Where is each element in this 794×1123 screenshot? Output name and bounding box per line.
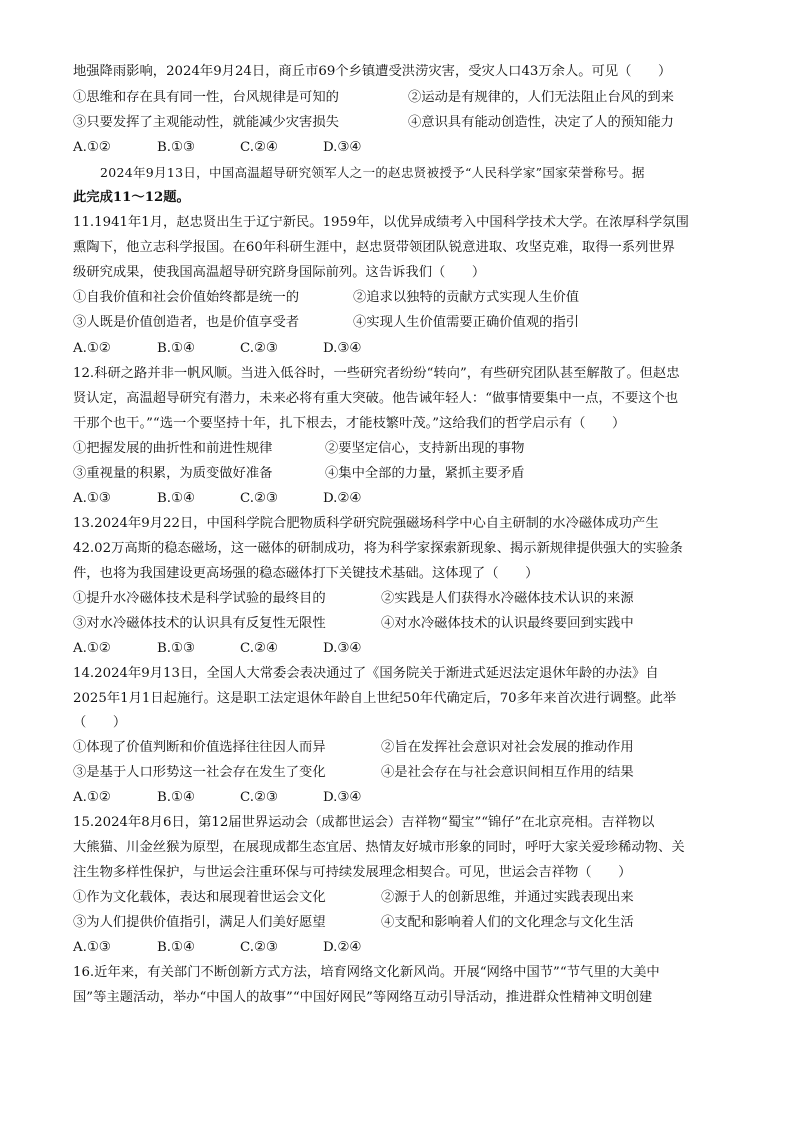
- q11-stem-line1: 11.1941年1月，赵忠贤出生于辽宁新民。1959年，以优异成绩考入中国科学技术大学。在浓厚科学氛围: [73, 215, 689, 230]
- q12-answer-d: D.②④: [323, 491, 362, 506]
- q14-answer-a: A.①②: [73, 790, 111, 805]
- material-intro-line2: 此完成11～12题。: [73, 190, 190, 205]
- q15-stem-line3: 注生物多样性保护，与世运会注重环保与可持续发展理念相契合。可见，世运会吉祥物（ ）: [73, 865, 632, 880]
- q10-option-1: ①思维和存在具有同一性，台风规律是可知的: [73, 90, 339, 105]
- q10-answer-a: A.①②: [73, 140, 111, 155]
- q15-option-3: ③为人们提供价值指引，满足人们美好愿望: [73, 915, 326, 930]
- q14-option-1: ①体现了价值判断和价值选择往往因人而异: [73, 740, 326, 755]
- q14-answer-d: D.③④: [323, 790, 362, 805]
- q13-answer-c: C.②④: [240, 641, 278, 656]
- q11-answer-b: B.①④: [157, 341, 195, 356]
- q15-stem-line2: 大熊猫、川金丝猴为原型，在展现成都生态宜居、热情友好城市形象的同时，呼吁大家关爱珍稀动物、关: [73, 840, 685, 855]
- q13-option-2: ②实践是人们获得水冷磁体技术认识的来源: [381, 591, 634, 606]
- q12-answer-c: C.②③: [240, 491, 278, 506]
- q14-option-4: ④是社会存在与社会意识间相互作用的结果: [381, 765, 634, 780]
- q12-option-4: ④集中全部的力量，紧抓主要矛盾: [325, 466, 525, 481]
- q13-option-1: ①提升水冷磁体技术是科学试验的最终目的: [73, 591, 326, 606]
- q14-stem-line1: 14.2024年9月13日，全国人大常委会表决通过了《国务院关于渐进式延迟法定退休年龄的办法》自: [73, 666, 659, 681]
- q13-option-3: ③对水冷磁体技术的认识具有反复性无限性: [73, 616, 326, 631]
- q14-answer-c: C.②③: [240, 790, 278, 805]
- q11-stem-line3: 级研究成果，使我国高温超导研究跻身国际前列。这告诉我们（ ）: [73, 265, 486, 280]
- q12-answer-a: A.①③: [73, 491, 111, 506]
- q16-stem-line1: 16.近年来，有关部门不断创新方式方法，培育网络文化新风尚。开展“网络中国节”“节气里的大美中: [73, 965, 660, 980]
- q11-answer-c: C.②③: [240, 341, 278, 356]
- q11-stem-line2: 熏陶下，他立志科学报国。在60年科研生涯中，赵忠贤带领团队锐意进取、攻坚克难，取得一系列世界: [73, 240, 675, 255]
- q13-stem-line3: 件，也将为我国建设更高场强的稳态磁体打下关键技术基础。这体现了（ ）: [73, 566, 539, 581]
- q12-option-3: ③重视量的积累，为质变做好准备: [73, 466, 273, 481]
- q11-option-4: ④实现人生价值需要正确价值观的指引: [353, 315, 580, 330]
- q11-option-3: ③人既是价值创造者，也是价值享受者: [73, 315, 300, 330]
- q13-stem-line2: 42.02万高斯的稳态磁场，这一磁体的研制成功，将为科学家探索新现象、揭示新规律提供强大的实验条: [73, 541, 683, 556]
- q10-answer-c: C.②④: [240, 140, 278, 155]
- q10-stem: 地强降雨影响，2024年9月24日，商丘市69个乡镇遭受洪涝灾害，受灾人口43万余人。可见（ ）: [73, 64, 672, 79]
- q15-stem-line1: 15.2024年8月6日，第12届世界运动会（成都世运会）吉祥物“蜀宝”“锦仔”在北京亮相。吉祥物以: [73, 815, 655, 830]
- q15-option-2: ②源于人的创新思维，并通过实践表现出来: [381, 890, 634, 905]
- q12-stem-line3: 干那个也干。”“选一个要坚持十年，扎下根去，才能枝繁叶茂。”这给我们的哲学启示有（ ）: [73, 416, 626, 431]
- q12-option-1: ①把握发展的曲折性和前进性规律: [73, 441, 273, 456]
- q10-option-3: ③只要发挥了主观能动性，就能减少灾害损失: [73, 115, 339, 130]
- q10-answer-b: B.①③: [157, 140, 195, 155]
- q10-option-2: ②运动是有规律的，人们无法阻止台风的到来: [408, 90, 674, 105]
- q15-answer-d: D.②④: [323, 940, 362, 955]
- q11-answer-a: A.①②: [73, 341, 111, 356]
- q13-stem-line1: 13.2024年9月22日，中国科学院合肥物质科学研究院强磁场科学中心自主研制的水冷磁体成功产生: [73, 516, 659, 531]
- q11-answer-d: D.③④: [323, 341, 362, 356]
- q14-option-2: ②旨在发挥社会意识对社会发展的推动作用: [381, 740, 634, 755]
- q10-answer-d: D.③④: [323, 140, 362, 155]
- q12-answer-b: B.①④: [157, 491, 195, 506]
- q11-option-1: ①自我价值和社会价值始终都是统一的: [73, 290, 300, 305]
- q15-answer-a: A.①③: [73, 940, 111, 955]
- q14-option-3: ③是基于人口形势这一社会存在发生了变化: [73, 765, 326, 780]
- q12-stem-line1: 12.科研之路并非一帆风顺。当进入低谷时，一些研究者纷纷“转向”，有些研究团队甚至解散了。但赵忠: [73, 366, 680, 381]
- q14-stem-line3: （ ）: [73, 715, 127, 730]
- q12-stem-line2: 贤认定，高温超导研究有潜力，未来必将有重大突破。他告诫年轻人：“做事情要集中一点，不要这个也: [73, 391, 679, 406]
- q15-option-4: ④支配和影响着人们的文化理念与文化生活: [381, 915, 634, 930]
- q13-answer-b: B.①③: [157, 641, 195, 656]
- q15-option-1: ①作为文化载体，表达和展现着世运会文化: [73, 890, 326, 905]
- q16-stem-line2: 国”等主题活动，举办“中国人的故事”“中国好网民”等网络互动引导活动，推进群众性精神文明创建: [73, 990, 653, 1005]
- q13-option-4: ④对水冷磁体技术的认识最终要回到实践中: [381, 616, 634, 631]
- q12-option-2: ②要坚定信心，支持新出现的事物: [325, 441, 525, 456]
- q13-answer-a: A.①②: [73, 641, 111, 656]
- q14-stem-line2: 2025年1月1日起施行。这是职工法定退休年龄自上世纪50年代确定后，70多年来首次进行调整。此举: [73, 691, 677, 706]
- q13-answer-d: D.③④: [323, 641, 362, 656]
- q11-option-2: ②追求以独特的贡献方式实现人生价值: [353, 290, 580, 305]
- material-intro-line1: 2024年9月13日，中国高温超导研究领军人之一的赵忠贤被授予“人民科学家”国家荣誉称号。据: [100, 165, 645, 180]
- q10-option-4: ④意识具有能动创造性，决定了人的预知能力: [408, 115, 674, 130]
- q15-answer-b: B.①④: [157, 940, 195, 955]
- q15-answer-c: C.②③: [240, 940, 278, 955]
- q14-answer-b: B.①④: [157, 790, 195, 805]
